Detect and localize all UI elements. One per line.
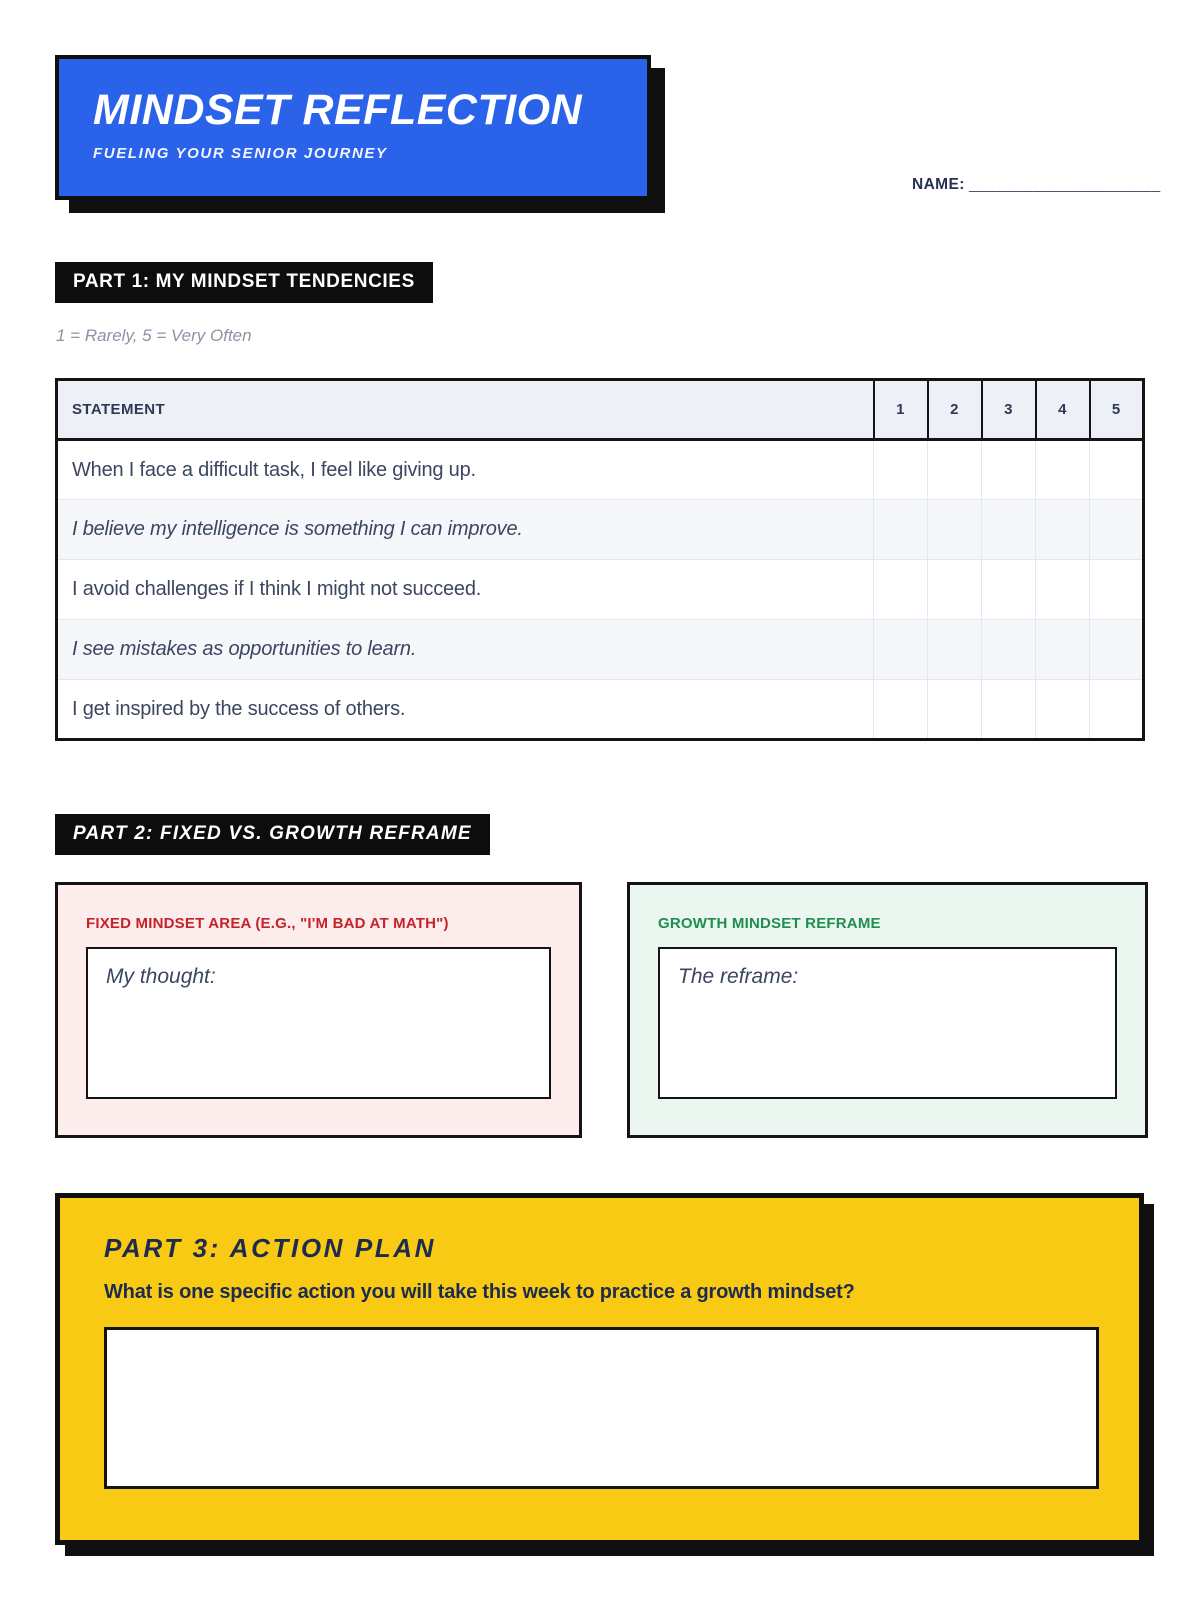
rating-cell-5[interactable] xyxy=(1090,560,1144,620)
rating-cell-1[interactable] xyxy=(874,560,928,620)
rating-cell-3[interactable] xyxy=(982,560,1036,620)
fixed-mindset-title: FIXED MINDSET AREA (E.G., "I'M BAD AT MATH") xyxy=(86,915,449,932)
growth-mindset-panel xyxy=(627,882,1148,1138)
part3-heading: PART 3: ACTION PLAN xyxy=(104,1233,437,1263)
growth-mindset-prompt: The reframe: xyxy=(678,965,799,988)
table-row xyxy=(57,620,1144,680)
statement-text: I see mistakes as opportunities to learn. xyxy=(57,620,874,680)
rating-cell-5[interactable] xyxy=(1090,620,1144,680)
rating-column-header-1: 1 xyxy=(874,380,928,440)
rating-column-header-3: 3 xyxy=(982,380,1036,440)
table-row xyxy=(57,440,1144,500)
rating-cell-2[interactable] xyxy=(928,620,982,680)
fixed-mindset-prompt: My thought: xyxy=(106,965,216,988)
worksheet-title: MINDSET REFLECTION xyxy=(93,86,583,134)
fixed-mindset-panel xyxy=(55,882,582,1138)
statement-text: I believe my intelligence is something I can improve. xyxy=(57,500,874,560)
rating-cell-3[interactable] xyxy=(982,620,1036,680)
table-row xyxy=(57,560,1144,620)
rating-column-header-5: 5 xyxy=(1090,380,1144,440)
rating-cell-2[interactable] xyxy=(928,500,982,560)
rating-column-header-4: 4 xyxy=(1036,380,1090,440)
rating-cell-1[interactable] xyxy=(874,500,928,560)
part2-heading: PART 2: FIXED VS. GROWTH REFRAME xyxy=(55,814,490,855)
statement-column-header: STATEMENT xyxy=(57,380,874,440)
name-blank-line[interactable]: _____________________ xyxy=(969,176,1161,193)
growth-mindset-input[interactable] xyxy=(658,947,1117,1099)
table-row xyxy=(57,500,1144,560)
rating-cell-4[interactable] xyxy=(1036,620,1090,680)
growth-mindset-title: GROWTH MINDSET REFRAME xyxy=(658,915,881,932)
rating-cell-1[interactable] xyxy=(874,440,928,500)
rating-cell-1[interactable] xyxy=(874,620,928,680)
mindset-rating-table xyxy=(55,378,1145,741)
rating-cell-3[interactable] xyxy=(982,680,1036,740)
rating-cell-3[interactable] xyxy=(982,440,1036,500)
name-field xyxy=(912,176,1161,194)
rating-cell-2[interactable] xyxy=(928,440,982,500)
rating-cell-2[interactable] xyxy=(928,680,982,740)
rating-cell-4[interactable] xyxy=(1036,500,1090,560)
part1-heading: PART 1: MY MINDSET TENDENCIES xyxy=(55,262,433,303)
rating-cell-5[interactable] xyxy=(1090,680,1144,740)
rating-cell-1[interactable] xyxy=(874,680,928,740)
rating-cell-2[interactable] xyxy=(928,560,982,620)
header-banner xyxy=(55,55,651,200)
name-label: NAME: xyxy=(912,176,965,193)
table-row xyxy=(57,680,1144,740)
table-header-row xyxy=(57,380,1144,440)
part3-question: What is one specific action you will take this week to practice a growth mindset? xyxy=(104,1281,855,1303)
statement-text: When I face a difficult task, I feel like giving up. xyxy=(57,440,874,500)
rating-scale-note: 1 = Rarely, 5 = Very Often xyxy=(56,326,252,345)
fixed-mindset-input[interactable] xyxy=(86,947,551,1099)
worksheet-subtitle: FUELING YOUR SENIOR JOURNEY xyxy=(93,145,388,162)
rating-cell-4[interactable] xyxy=(1036,560,1090,620)
rating-cell-3[interactable] xyxy=(982,500,1036,560)
part3-panel xyxy=(55,1193,1144,1545)
statement-text: I get inspired by the success of others. xyxy=(57,680,874,740)
rating-cell-4[interactable] xyxy=(1036,680,1090,740)
action-plan-input[interactable] xyxy=(104,1327,1099,1489)
rating-cell-5[interactable] xyxy=(1090,440,1144,500)
statement-text: I avoid challenges if I think I might not succeed. xyxy=(57,560,874,620)
rating-column-header-2: 2 xyxy=(928,380,982,440)
rating-cell-4[interactable] xyxy=(1036,440,1090,500)
rating-cell-5[interactable] xyxy=(1090,500,1144,560)
